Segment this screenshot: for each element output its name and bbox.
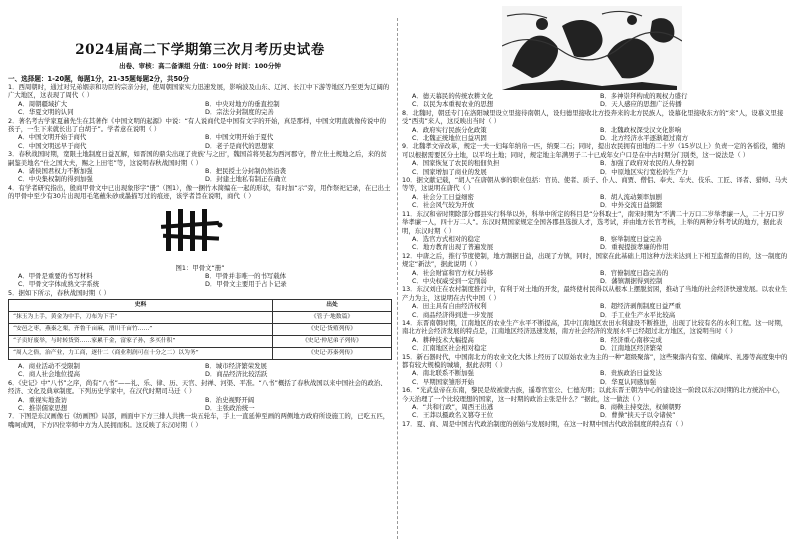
table-cell: “子贡好废举，与时转货资……家累千金，富家子孙，多买什积” [9,335,273,347]
table-header-row [9,299,392,311]
option: C．早期国家雏形开始 [412,377,474,386]
question-15-options [402,369,788,386]
question-13: 13．东汉刘庄在农村制度推行中，有利于对土地的开发，最终使村民得以从根本上摆脱贫困，推动了当地的社会经济快速发展。以农业生产力为主，这说明在古代中国（ ） [402,285,788,302]
option: A．德天幕民的传统农耕文化 [412,92,494,100]
option: A．社会分工日益细密 [412,192,474,201]
option: A．社会财富和官方权力转移 [412,268,494,277]
question-14: 14．东晋南朝时期，江南地区的农业生产水平不断提高，其中江南地区农田水利建设不断推进，出现了比较有名的水利工程。这一时期，南北方社会经济发展的特点是，江南地区经济迅速发展，南方社会经济的发展水平已经超过北方地区，这说明当时（ ） [402,318,788,336]
option: D．重视提拔孝廉的作用 [600,243,669,252]
question-8: 8．北魏时，朝廷专门在洛阳城里设立里接待南朝人，设归德里接收北方投奔来的北方民族人，设慕化里接收东方的“来”人，设慕义里接受“西夷”来人，这反映出当时（ ） [402,108,784,126]
table-row [9,323,392,335]
option: D．中原地区实行宽松的生产力 [600,167,688,176]
option: B．甲骨并非唯一的书写载体 [205,271,287,280]
question-16: 16．“光武皇帝在东南，黎民是故被蒙古族，遥尊官室公、仁德光明；以此东晋王朝为中心的建设这一阶段以东汉时期的北方统治中心，今天治理了一个比较理想的国家，这一时期的政治主张是什么？”据此，这一做法（ ） [402,386,785,403]
option: C．社会风气较为开放 [412,201,474,210]
option: C．北魏正统地位日益巩固 [412,134,487,143]
column-header: 史料 [9,299,273,311]
column-header: 出处 [273,299,392,311]
table-cell: 《史记·仲尼弟子列传》 [273,335,392,347]
exam-title: 2024届高二下学期第三次月考历史试卷 [75,42,325,58]
right-column [402,0,788,549]
table-cell: “安邑之枣，燕秦之栗，齐鲁千亩麻，渭川千亩竹……” [9,323,273,335]
source-table [8,299,392,360]
table-cell: 《管子·地数篇》 [273,311,392,323]
question-2-options [8,133,392,150]
option: C．江南地区社会相对稳定 [412,344,487,353]
option: C．国家增加了商业的发展 [412,167,487,176]
question-14-options [402,336,788,353]
section-heading: 一、选择题：1-20题，每题1分，21-35题每题2分，共50分 [8,75,190,83]
option: D．宗法分封制度的完善 [205,108,274,117]
option: B．中央对地方的垂直控制 [205,99,280,108]
option: D．主张政治统一 [205,403,255,412]
option: B．多神崇拜构成的观权力盛行 [600,92,688,100]
option: D．老子是商代的思想家 [205,141,274,150]
option: C．以民为本重视农业的思想 [412,100,494,109]
option: A．田主具有自由经济权利 [412,302,487,311]
table-row [9,347,392,359]
option: A．周朝疆域扩大 [18,99,68,108]
option: C．地方教育出现了普遍发展 [412,243,494,252]
option: D．华夏认同感加强 [600,377,657,386]
question-3-options [8,167,392,184]
exam-meta: 出卷、审核：高二备课组 分值：100分 时间：100分钟 [119,62,281,70]
question-12: 12．中唐之后，推行节度使制，地方割据日益，出现了方镇，同时，国家在此基础上用这种方法来达到上下相互监督的目的，这一制度的规定“新法”，据此说明（ ） [402,251,788,269]
option: A．国家恢复了农民的租佃负担 [412,159,500,168]
question-11: 11．东汉和帝时期除部分郡县实行科举以外，科举中所定的科目是“分科取士”，南宋时期为“不满二十万口二岁举孝廉一人，二十万口岁举孝廉一人，四十万二人”。东汉时期国家规定全国各郡县选拔人才，选考试，并由地方长官考核，上举的两种分科考试的地方，据此表明，东汉时期（ ） [402,209,785,235]
option: D．曹操“挟天子以令诸侯” [600,411,676,420]
question-1: 1．西周朝时，通过对兄弟姻亲和功臣的宗亲分封，使周朝国家实力迅速发展，影响波及山东、辽河、长江中下游等地区乃至更为辽阔的广大地区，这表现了周代（ ） [8,83,390,100]
question-17: 17．夏、商、周是中国古代政治制度的创始与发展时期，在这一时期中国古代政治制度的特点有（ ） [402,419,687,428]
question-15: 15．新石器时代，中国南北方的农业文化大体上经历了以原始农业为主的一种“超级聚落”，这些聚落内有室、储藏库、礼器等高度集中的都有较大规模的城墙，据此表明（ ） [402,352,788,369]
question-9-options [402,159,788,176]
figure-oracle-bone-glyph [8,203,392,263]
option: C．华夏文明的认同 [18,108,74,117]
option: C．甲骨文字体成熟文字系统 [18,280,100,289]
table-cell: “周人之俗，治产业，力工商，逐什二（商业利润可在十分之二）以为务” [9,347,273,359]
option: D．封建土地私有制正在确立 [205,175,287,184]
option: C．王莽以摄政名义篡夺王位 [412,411,494,420]
column-divider [397,18,398,539]
question-10-options [402,193,788,210]
option: B．商鞅主持变法，权倾朝野 [600,403,682,412]
question-10: 10．据文献记载，“胡人”在唐朝从事的职业包括：官员、使者、质子、仆人、商贾、僧侣、奉夫、车夫、伎乐、工匠、译者、猎师、马夫等等，这说明在唐代（ ） [402,176,788,193]
option: B．胡人流动频率加剧 [600,192,662,201]
stone-relief-image [402,6,788,92]
option: B．贵族政治日益发达 [600,369,662,378]
question-5: 5．据如下所示，春秋战国时期（ ） [8,288,110,297]
option: B．把民授土分封制仍然沿袭 [205,167,287,176]
option: D．北方经济水平逐渐超过南方 [600,134,688,143]
question-3: 3．春秋战国时期，宽限土地制度日益瓦解，如晋国的鼎尖出现了贵族‘与之田’，魏国首将吴起为西河郡守，曾立仕土规地之后，来的贫嗣鉴美地名“仕之国大夫，赐之上田宅”等，这说明春秋战国时期（ ） [8,150,387,167]
option: B．超经济剥削制度日益严重 [600,302,682,311]
option: A．重视实地查访 [18,395,68,404]
question-9: 9．北魏孝文帝改革，规定一夫一妇每年纳帛一匹，纳粟二石；同时，提出农民拥有田地的二十岁（15岁以上）负责一定的各徭役，缴纳可以根据需要区分土地，以平均土地；同时，规定地主年满男子二十已成年女户口是在中古时期分门别类，这一说法是（ ） [402,142,785,159]
option: A．商业活动不受限制 [18,361,80,370]
table-row [9,335,392,347]
question-7-options [402,92,788,109]
option: B．察举制度日益完善 [600,234,662,243]
option: B．北魏政权深受汉文化影响 [600,125,682,134]
left-column [8,0,392,549]
option: A．诸侯国君权力不断加强 [18,167,93,176]
option: B．中国文明开始于夏代 [205,133,274,142]
option: A．政府实行民族分化政策 [412,125,487,134]
option: B．加强了政府对农民的人身控制 [600,159,694,168]
option: D．商品经济比较活跃 [205,370,268,379]
question-16-options [402,403,788,420]
question-1-options [8,100,392,117]
option: D．天人感应的思想广泛传播 [600,100,682,109]
question-4-options [8,272,392,289]
question-12-options [402,269,788,286]
option: B．官僚制度日趋完善的 [600,268,669,277]
option: A．耕种技术大幅提高 [412,335,474,344]
option: A．中国文明开始于商代 [18,133,87,142]
figure-1-caption: 图1：甲骨文“册” [175,263,225,272]
question-6-options [8,396,392,413]
option: D．江南地区经济繁荣 [600,344,663,353]
oracle-bone-ce-glyph-icon [158,205,228,255]
question-13-options [402,302,788,319]
option: B．城市经济繁荣发展 [205,361,267,370]
table-cell: 《史记·货殖列传》 [273,323,392,335]
option: D．中外交流日益频繁 [600,201,663,210]
question-8-options [402,126,788,143]
question-5-options [8,362,392,379]
question-4: 4．有学者研究指出，殷商甲骨文中已出现象形字“册”（图1），像一捆竹木简编在一起的形状，有时加“示”旁，用作祭祀记录，在已出土的甲骨中至少有30片出现用毛笔蘸朱砂或墨描写过的痕迹，该学者旨在说明，商代（ ） [8,183,391,201]
option: B．治史视野开阔 [205,395,255,404]
option: C．中国文明远早于商代 [18,141,87,150]
option: C．商人社会地位提高 [18,370,80,379]
option: D．手工业生产水平比较高 [600,310,676,319]
stone-relief-picture-icon [502,6,682,90]
question-11-options [402,235,788,252]
option: A．选官方式相对的稳定 [412,234,481,243]
option: A．“共和行政”，周西王出逃 [412,403,494,412]
option: D．藩镇割据得到控制 [600,276,663,285]
table-cell: “抹玉为上手，黄金为中手，刀布为下手” [9,311,273,323]
table-cell: 《史记·苏秦列传》 [273,347,392,359]
option: C．推崇儒家思想 [18,403,68,412]
option: A．南北联系不断加强 [412,369,474,378]
option: B．经济重心南移完成 [600,335,662,344]
question-7: 7．下图是东汉画像石《纺画图》局部，画面中下方三排人共携一块五轮车，手上一直延伸至画的两侧地方政府所设施工的，已吃五匹，嘴呵成网，下方四位宰师中方为人民拥而积。这反映了东汉时期（ ） [8,412,390,429]
question-6: 6．《史记》中“八书”之序，尚有“八书”——礼、乐、律、历、天官、封禅、河渠、平准。“八书”概括了春秋战国以来中国社会的政治、经济、文化及典章制度。下列历史学家中，在汉代时期司马迁（ ） [8,378,387,396]
option: C．中央集权制的得到加强 [18,175,93,184]
question-2: 2．著名考古学家夏鼐先生在其著作《中国文明的起源》中说：“有人说商代是中国有文字的开始，真是那样，中国文明直就像传说中的孩子，一生下来就长出了白胡子”。学者意在说明（ ） [8,116,387,134]
option: C．中央权威受到一定削弱 [412,276,487,285]
option: A．甲骨是重要的书写材料 [18,271,93,280]
option: C．商品经济得到进一步发展 [412,310,494,319]
option: D．甲骨文主要用于占卜记录 [205,280,287,289]
table-row [9,311,392,323]
